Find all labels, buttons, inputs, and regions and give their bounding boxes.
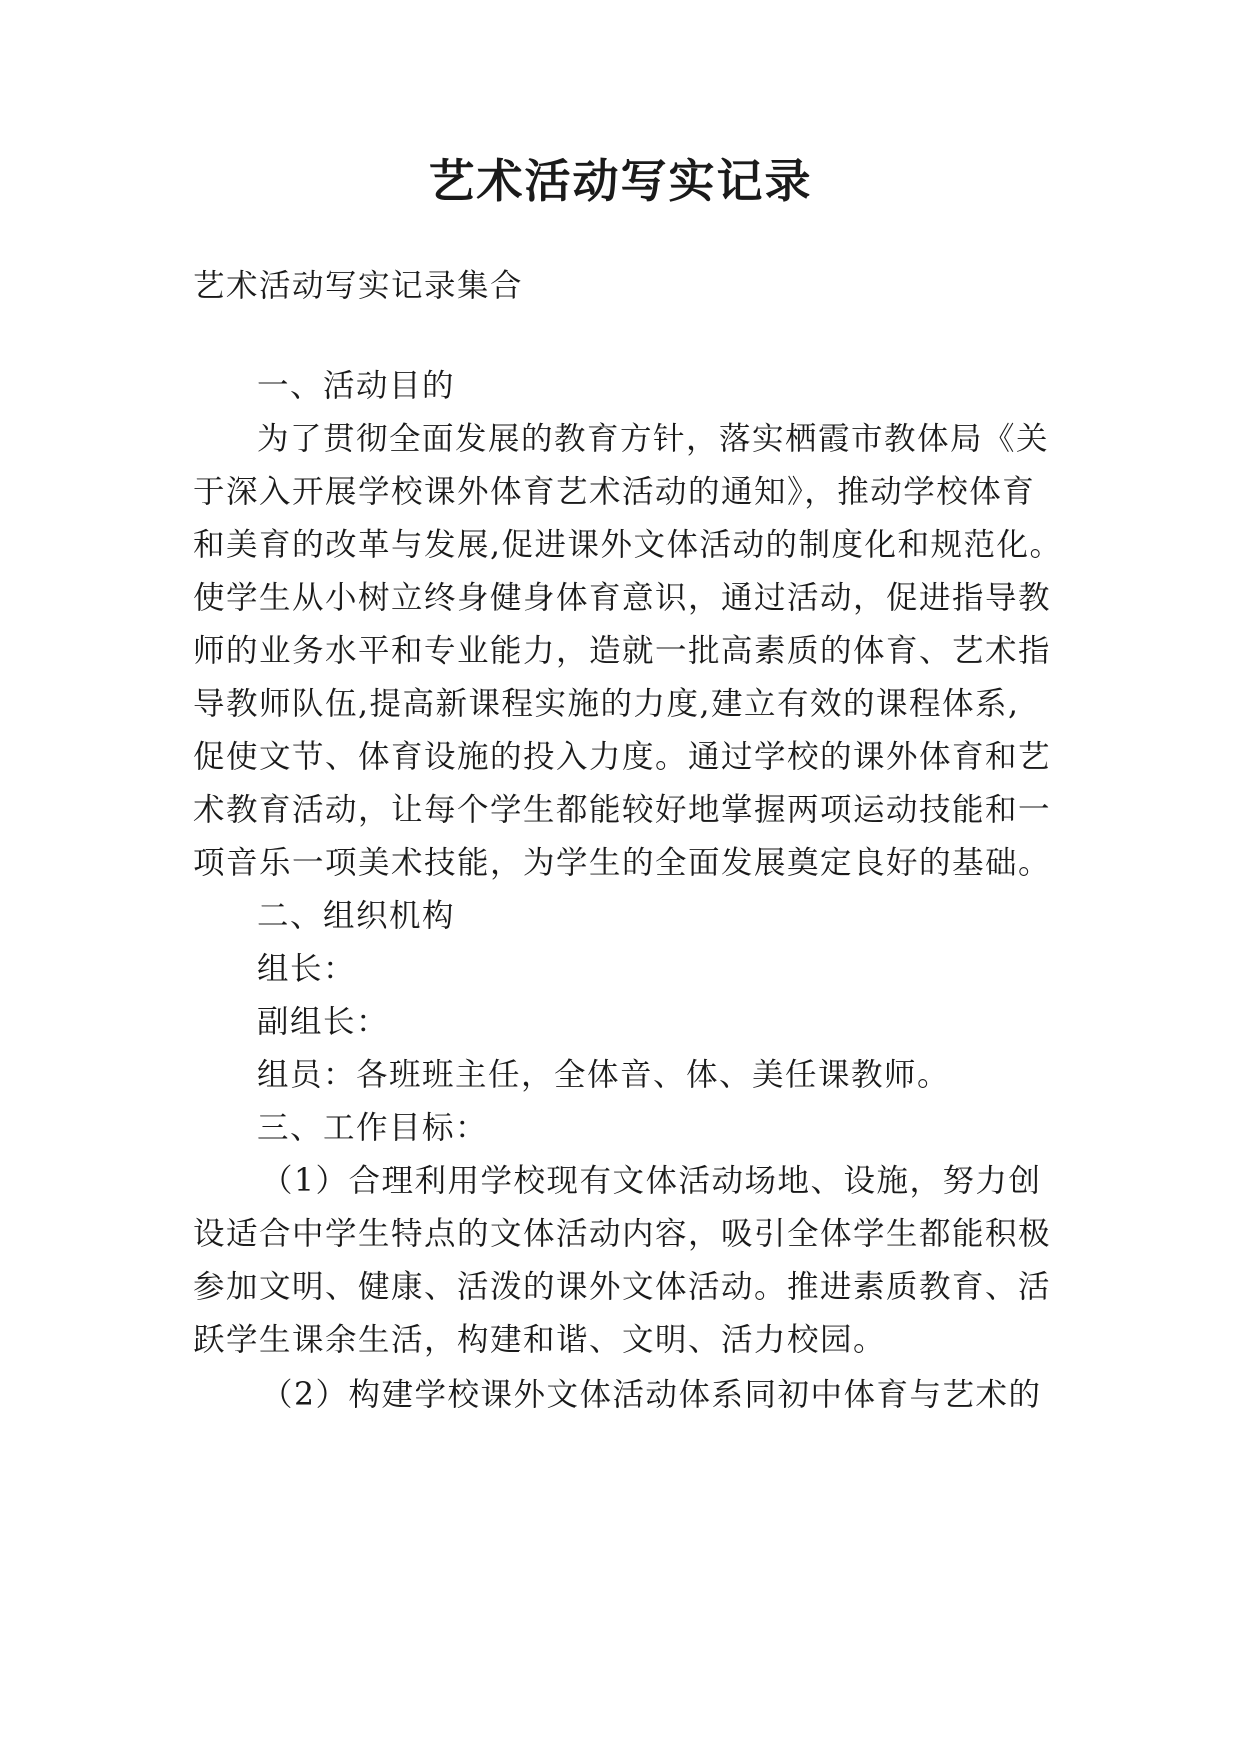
paragraph-line: 跃学生课余生活，构建和谐、文明、活力校园。 [193,1322,887,1358]
section-heading-goals: 三、工作目标： [257,1110,489,1146]
paragraph-line: 促使文节、体育设施的投入力度。通过学校的课外体育和艺 [193,739,1052,775]
document-subtitle: 艺术活动写实记录集合 [193,268,524,304]
paragraph-line: 导教师队伍,提高新课程实施的力度,建立有效的课程体系, [193,686,1020,722]
paragraph-line: （1）合理利用学校现有文体活动场地、设施，努力创 [261,1163,1042,1199]
paragraph-line: 术教育活动，让每个学生都能较好地掌握两项运动技能和一 [193,792,1052,828]
org-leader-line: 组长： [257,951,357,987]
org-members-line: 组员：各班班主任，全体音、体、美任课教师。 [257,1057,951,1093]
paragraph-line: 师的业务水平和专业能力，造就一批高素质的体育、艺术指 [193,633,1052,669]
paragraph-line: 设适合中学生特点的文体活动内容，吸引全体学生都能积极 [193,1216,1052,1252]
section-heading-organization: 二、组织机构 [257,898,456,934]
paragraph-line: 于深入开展学校课外体育艺术活动的通知》，推动学校体育 [193,474,1036,510]
paragraph-line: 和美育的改革与发展,促进课外文体活动的制度化和规范化。 [193,527,1063,563]
paragraph-line: 为了贯彻全面发展的教育方针，落实栖霞市教体局《关 [257,421,1050,457]
paragraph-line: （2）构建学校课外文体活动体系同初中体育与艺术的 [261,1377,1042,1413]
paragraph-line: 参加文明、健康、活泼的课外文体活动。推进素质教育、活 [193,1269,1052,1305]
org-deputy-leader-line: 副组长： [257,1004,390,1040]
document-title: 艺术活动写实记录 [428,154,813,208]
section-heading-purpose: 一、活动目的 [257,368,456,404]
paragraph-line: 项音乐一项美术技能，为学生的全面发展奠定良好的基础。 [193,845,1052,881]
paragraph-line: 使学生从小树立终身健身体育意识，通过活动，促进指导教 [193,580,1052,616]
